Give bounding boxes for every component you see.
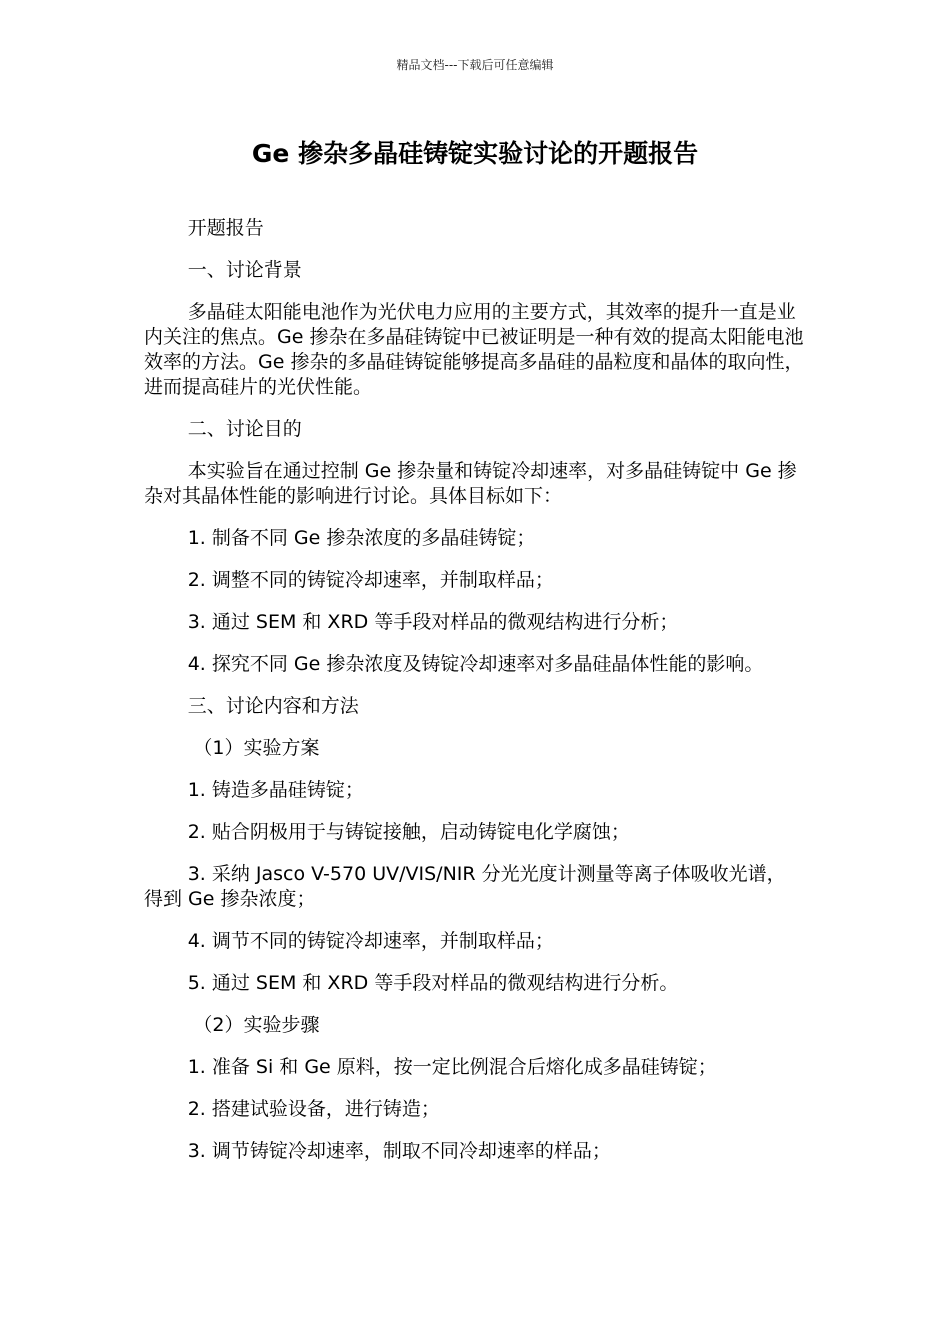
- list-item: 1. 准备 Si 和 Ge 原料，按一定比例混合后熔化成多晶硅铸锭；: [187, 1056, 717, 1078]
- list-item: 3. 采纳 Jasco V-570 UV/VIS/NIR 分光光度计测量等离子体吸收光谱，得到 Ge 掺杂浓度；: [144, 863, 786, 910]
- list-item: 5. 通过 SEM 和 XRD 等手段对样品的微观结构进行分析。: [187, 972, 679, 994]
- subheading-plan: （1）实验方案: [193, 737, 320, 759]
- heading-content-methods: 三、讨论内容和方法: [187, 695, 359, 717]
- header-note: 精品文档---下载后可任意编辑: [396, 58, 554, 72]
- list-item: 1. 铸造多晶硅铸锭；: [187, 779, 364, 801]
- list-item: 1. 制备不同 Ge 掺杂浓度的多晶硅铸锭；: [187, 527, 536, 549]
- heading-background: 一、讨论背景: [187, 259, 302, 281]
- list-item: 2. 调整不同的铸锭冷却速率，并制取样品；: [187, 569, 554, 591]
- list-item: 2. 搭建试验设备，进行铸造；: [187, 1098, 440, 1120]
- list-item: 3. 通过 SEM 和 XRD 等手段对样品的微观结构进行分析；: [187, 611, 679, 633]
- subheading-steps: （2）实验步骤: [193, 1014, 320, 1036]
- document-body: [144, 216, 804, 1181]
- list-item: 4. 探究不同 Ge 掺杂浓度及铸锭冷却速率对多晶硅晶体性能的影响。: [187, 653, 764, 675]
- paragraph-purpose: 本实验旨在通过控制 Ge 掺杂量和铸锭冷却速率，对多晶硅铸锭中 Ge 掺杂对其晶体性能的影响进行讨论。具体目标如下：: [144, 460, 797, 507]
- heading-purpose: 二、讨论目的: [187, 418, 302, 440]
- list-item: 3. 调节铸锭冷却速率，制取不同冷却速率的样品；: [187, 1140, 611, 1162]
- list-item: 2. 贴合阴极用于与铸锭接触，启动铸锭电化学腐蚀；: [187, 821, 630, 843]
- list-item: 4. 调节不同的铸锭冷却速率，并制取样品；: [187, 930, 554, 952]
- paragraph-background: 多晶硅太阳能电池作为光伏电力应用的主要方式，其效率的提升一直是业内关注的焦点。Ge 掺杂在多晶硅铸锭中已被证明是一种有效的提高太阳能电池效率的方法。Ge 掺杂的多晶硅铸锭能够提高多晶硅的晶粒度和晶体的取向性，进而提高硅片的光伏性能。: [144, 301, 804, 398]
- document-title: Ge 掺杂多晶硅铸锭实验讨论的开题报告: [251, 139, 699, 168]
- paragraph-report-label: 开题报告: [187, 217, 264, 239]
